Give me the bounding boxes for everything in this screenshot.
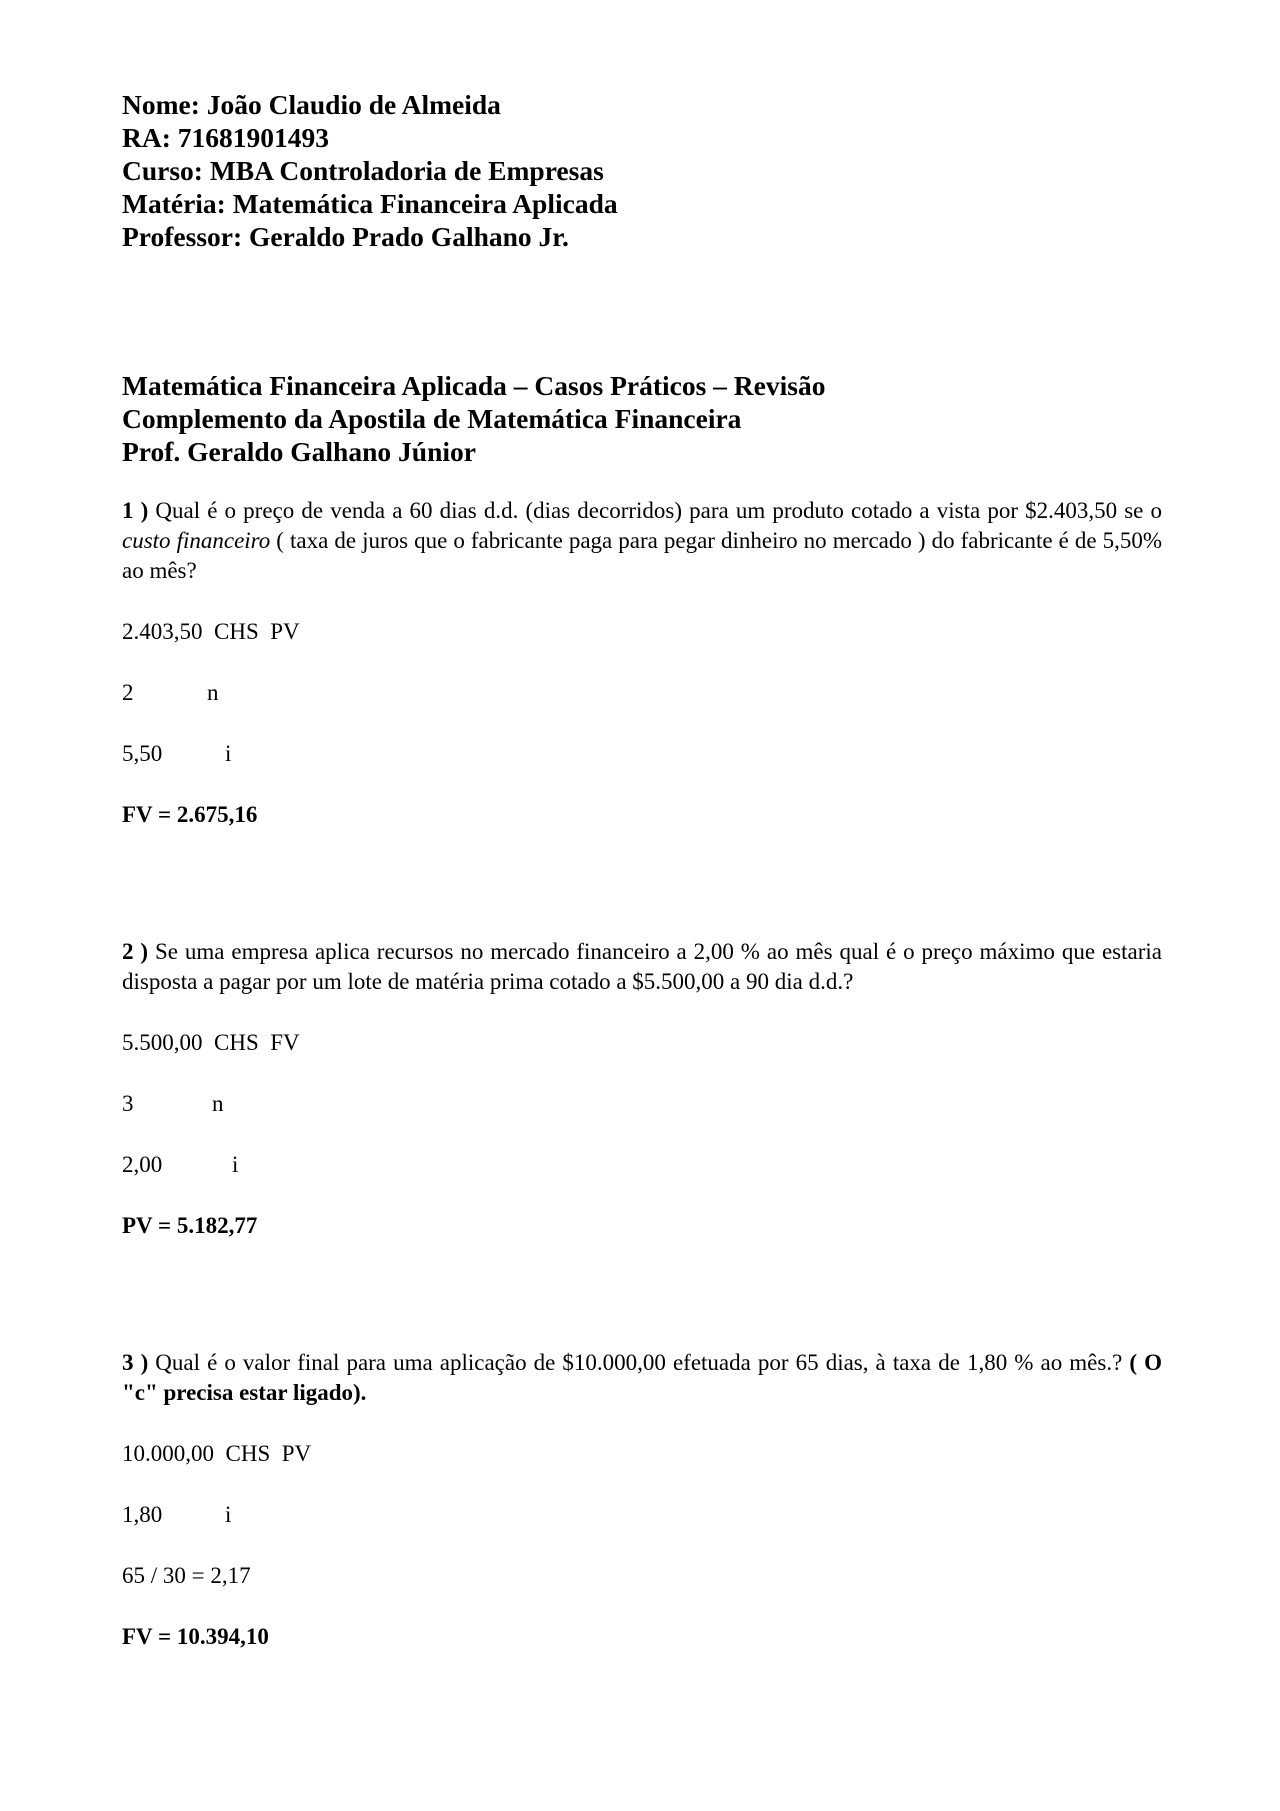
q1-step-1 bbox=[122, 617, 1162, 647]
question-2-text: Se uma empresa aplica recursos no mercado financeiro a 2,00 % ao mês qual é o preço máximo que estaria disposta a pagar por um lote de matéria prima cotado a $5.500,00 a 90 dia d.d.? bbox=[122, 939, 1162, 994]
document-page bbox=[122, 88, 1162, 1652]
step-key: i bbox=[225, 1502, 232, 1527]
question-3-note: ( O "c" precisa estar ligado). bbox=[122, 1350, 1162, 1405]
q2-step-3 bbox=[122, 1150, 1162, 1180]
step-value: 2,00 bbox=[122, 1152, 163, 1177]
step-key: CHS PV bbox=[214, 619, 300, 644]
step-value: 2.403,50 bbox=[122, 619, 203, 644]
subject: Matéria: Matemática Financeira Aplicada bbox=[122, 188, 618, 219]
q2-step-2 bbox=[122, 1089, 1162, 1119]
question-3-number: 3 ) bbox=[122, 1350, 149, 1375]
step-value: 3 bbox=[122, 1091, 134, 1116]
q1-result: FV = 2.675,16 bbox=[122, 802, 258, 827]
step-value: 2 bbox=[122, 680, 134, 705]
step-value: 1,80 bbox=[122, 1502, 163, 1527]
step-key: CHS FV bbox=[214, 1030, 300, 1055]
question-2 bbox=[122, 937, 1162, 997]
q3-step-2 bbox=[122, 1500, 1162, 1530]
student-name: Nome: João Claudio de Almeida bbox=[122, 89, 501, 120]
question-1-number: 1 ) bbox=[122, 498, 149, 523]
step-key: n bbox=[207, 680, 219, 705]
step-key: i bbox=[225, 741, 232, 766]
professor: Professor: Geraldo Prado Galhano Jr. bbox=[122, 221, 569, 252]
student-ra: RA: 71681901493 bbox=[122, 122, 330, 153]
question-1 bbox=[122, 496, 1162, 586]
q2-step-1 bbox=[122, 1028, 1162, 1058]
step-key: i bbox=[232, 1152, 239, 1177]
question-3 bbox=[122, 1348, 1162, 1408]
step-value: 5,50 bbox=[122, 741, 163, 766]
doc-title-line3: Prof. Geraldo Galhano Júnior bbox=[122, 436, 476, 467]
question-1-text-a: Qual é o preço de venda a 60 dias d.d. (dias decorridos) para um produto cotado a vista por $2.403,50 se o bbox=[148, 498, 1162, 523]
step-key: CHS PV bbox=[225, 1441, 312, 1466]
step-value: 10.000,00 bbox=[122, 1441, 214, 1466]
step-value: 5.500,00 bbox=[122, 1030, 203, 1055]
step-key: n bbox=[212, 1091, 224, 1116]
q1-step-3 bbox=[122, 739, 1162, 769]
q1-step-2 bbox=[122, 678, 1162, 708]
doc-title-line1: Matemática Financeira Aplicada – Casos Práticos – Revisão bbox=[122, 370, 826, 401]
q3-result: FV = 10.394,10 bbox=[122, 1624, 269, 1649]
q3-calc: 65 / 30 = 2,17 bbox=[122, 1563, 251, 1588]
question-1-italic: custo financeiro bbox=[122, 528, 271, 553]
question-1-text-b: ( taxa de juros que o fabricante paga para pegar dinheiro no mercado ) do fabricante é de 5,50% ao mês? bbox=[122, 528, 1162, 583]
question-2-number: 2 ) bbox=[122, 939, 149, 964]
doc-title-line2: Complemento da Apostila de Matemática Financeira bbox=[122, 403, 742, 434]
course: Curso: MBA Controladoria de Empresas bbox=[122, 155, 604, 186]
q3-step-1 bbox=[122, 1439, 1162, 1469]
question-3-text: Qual é o valor final para uma aplicação de $10.000,00 efetuada por 65 dias, à taxa de 1,80 % ao mês.? bbox=[148, 1350, 1130, 1375]
q2-result: PV = 5.182,77 bbox=[122, 1213, 258, 1238]
